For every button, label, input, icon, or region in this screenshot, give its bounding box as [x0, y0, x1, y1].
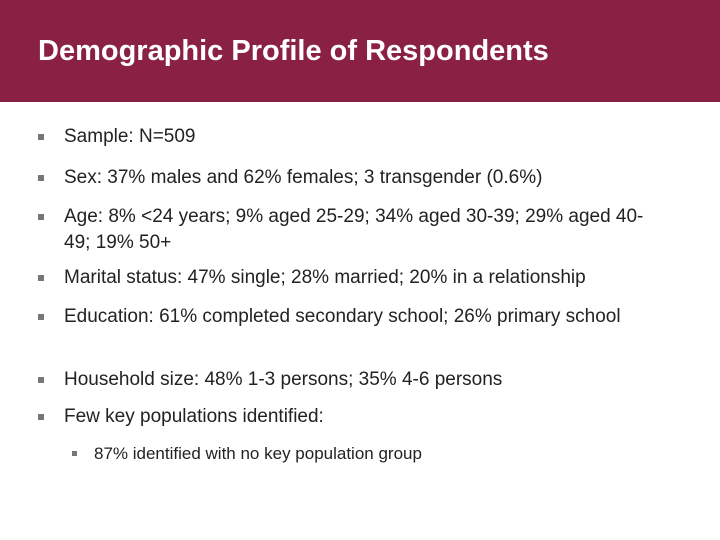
square-bullet-icon: [38, 377, 44, 383]
square-bullet-icon: [38, 275, 44, 281]
bullet-age: [38, 204, 658, 256]
bullet-household-size: [38, 367, 678, 393]
bullet-text: Sex: 37% males and 62% females; 3 transgender (0.6%): [64, 167, 543, 188]
square-bullet-icon: [38, 134, 44, 140]
sub-bullet-no-key-population: [72, 442, 672, 466]
bullet-text: Marital status: 47% single; 28% married; 20% in a relationship: [64, 267, 586, 288]
bullet-text: Age: 8% <24 years; 9% aged 25-29; 34% aged 30-39; 29% aged 40-49; 19% 50+: [64, 206, 644, 253]
square-bullet-icon: [72, 451, 77, 456]
bullet-text: Household size: 48% 1-3 persons; 35% 4-6 persons: [64, 369, 503, 390]
bullet-key-populations: [38, 404, 678, 430]
bullet-text: Sample: N=509: [64, 126, 196, 147]
bullet-text: Education: 61% completed secondary school; 26% primary school: [64, 306, 621, 327]
slide-title: Demographic Profile of Respondents: [38, 35, 549, 67]
square-bullet-icon: [38, 175, 44, 181]
square-bullet-icon: [38, 214, 44, 220]
title-bar: [0, 0, 720, 102]
square-bullet-icon: [38, 414, 44, 420]
bullet-text: Few key populations identified:: [64, 406, 324, 427]
bullet-marital-status: [38, 265, 678, 291]
square-bullet-icon: [38, 314, 44, 320]
sub-bullet-text: 87% identified with no key population group: [94, 444, 422, 463]
bullet-sample: [38, 124, 678, 150]
bullet-education: [38, 304, 658, 330]
bullet-sex: [38, 165, 678, 191]
